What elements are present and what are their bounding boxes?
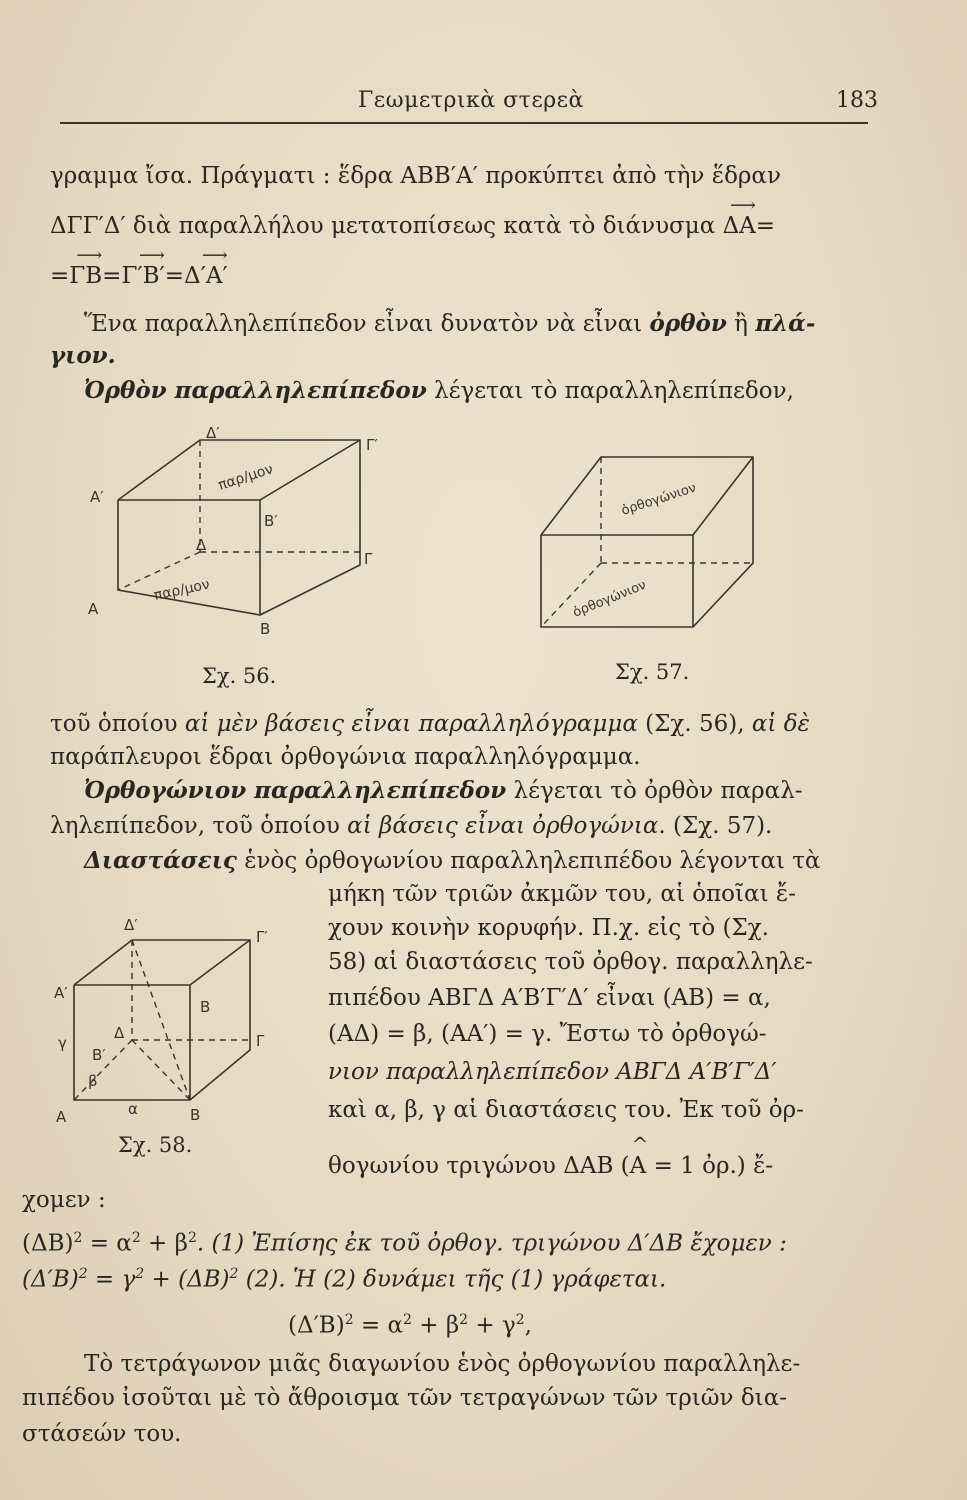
text-line-9 [84,777,803,805]
angle-a: ^ Α [630,1152,647,1180]
fig58-label-alpha: α [128,1100,138,1118]
eq1-part-b: = α [82,1230,132,1257]
fig56-label-d1: Δ′ [206,424,220,442]
text-line-10-c: . (Σχ. 57). [658,813,773,839]
eq3-part-b: = α [353,1312,404,1339]
fig57-outline [541,457,753,627]
vector-d1a1: ⟶ Δ′Α′ [184,262,228,290]
fig58-label-a1: Α′ [54,984,68,1002]
eq2-sup-1: 2 [78,1266,88,1282]
text-line-7-b: αἱ μὲν βάσεις εἶναι παραλληλόγραμμα [184,711,638,737]
fig57-hidden-left [541,563,601,627]
eq3-sup-3: 2 [459,1312,469,1328]
text-final-1: Τὸ τετράγωνον μιᾶς διαγωνίου ἑνὸς ὀρθογωνίου παραλληλε- [84,1351,801,1377]
figure-58-diagram [50,900,310,1125]
equals-1: = [102,263,122,289]
text-line-2-b: = [755,213,776,239]
vector-da: ⟶ ΔΑ [723,212,756,240]
eq2-sup-3: 2 [229,1266,239,1282]
fig56-label-g: Γ [364,550,373,568]
eq2-part-a: (Δ′Β) [22,1266,79,1293]
fig58-label-beta: β [88,1072,98,1090]
eq1-sup-1: 2 [73,1230,83,1246]
fig56-top-front-edges [118,440,360,500]
term-plagion: πλά- [755,310,816,337]
fig58-label-g: Γ [256,1032,265,1050]
text-line-10-a: ληλεπίπεδον, τοῦ ὁποίου [50,813,348,839]
text-line-5: γιον. [50,342,116,369]
text-line-3-a: = [50,263,70,289]
equals-2: = [164,263,185,289]
eq3-part-d: + γ [468,1312,516,1339]
text-line-7-d: αἱ δὲ [751,711,810,737]
term-orthon-parallelepiped: Ὀρθὸν παραλληλεπίπεδον [84,377,427,404]
text-line-7 [50,710,810,738]
fig58-label-d: Δ [114,1024,125,1042]
fig56-label-d: Δ [196,536,207,554]
fig58-label-gamma: γ [58,1034,67,1052]
header-rule [60,122,868,124]
eq3-part-c: + β [411,1312,460,1339]
text-line-11-b: ἑνὸς ὀρθογωνίου παραλληλεπιπέδου λέγονται τὰ [236,848,821,874]
eq2-part-c: + (ΔΒ) [144,1266,230,1293]
vector-g1b1: ⟶ Γ′Β′ [121,262,164,290]
text-line-6 [84,377,794,405]
text-line-14: 58) αἱ διαστάσεις τοῦ ὀρθογ. παραλληλε- [328,949,813,975]
eq1-part-c: + β [140,1230,188,1257]
fig58-label-g1: Γ′ [256,928,268,946]
eq1-part-a: (ΔΒ) [22,1230,74,1257]
text-line-4-c: ἢ [726,311,756,337]
fig56-label-a: Α [88,600,99,618]
text-line-2-a: ΔΓΓ′Δ′ διὰ παραλλήλου μετατοπίσεως κατὰ τὸ διάνυσμα [50,213,723,239]
text-line-17: νιον παραλληλεπίπεδον ΑΒΓΔ Α′Β′Γ′Δ′ [328,1059,777,1085]
text-line-2 [50,212,775,240]
text-line-18: καὶ α, β, γ αἱ διαστάσεις του. Ἐκ τοῦ ὀρ- [328,1097,804,1123]
eq3-part-e: , [524,1312,532,1339]
eq2-part-b: = γ [87,1266,136,1293]
text-line-1: γραμμα ἴσα. Πράγματι : ἕδρα ΑΒΒ′Α′ προκύπτει ἀπὸ τὴν ἕδραν [50,163,781,189]
fig56-label-g1: Γ′ [366,436,378,454]
page-number: 183 [836,88,878,113]
fig58-label-b2: Β′ [92,1046,106,1064]
text-line-12: μήκη τῶν τριῶν ἀκμῶν του, αἱ ὁποῖαι ἔ- [328,881,797,907]
text-line-20: χομεν : [22,1187,106,1213]
text-line-7-c: (Σχ. 56), [637,711,752,737]
eq3-part-a: (Δ′Β) [288,1312,345,1339]
text-line-7-a: τοῦ ὁποίου [50,711,185,737]
eq2-sup-2: 2 [135,1266,145,1282]
text-line-13: χουν κοινὴν κορυφήν. Π.χ. εἰς τὸ (Σχ. [328,915,769,941]
fig56-label-a1: Α′ [90,488,104,506]
fig56-label-face-bottom: παρ/μον [152,576,212,604]
fig58-top-front-edges [74,940,250,985]
eq1-sup-3: 2 [187,1230,197,1246]
equation-3 [288,1306,532,1340]
text-line-3 [50,262,228,290]
eq1-part-d: . (1) Ἐπίσης ἐκ τοῦ ὀρθογ. τριγώνου Δ′ΔΒ ἔχομεν : [196,1230,787,1257]
text-line-9-b: λέγεται τὸ ὀρθὸν παραλ- [506,778,803,804]
vector-gb: ⟶ ΓΒ [69,262,102,290]
text-line-19-a: θογωνίου τριγώνου ΔΑΒ ( [328,1153,630,1179]
term-orthogonion-parallelepiped: Ὀρθογώνιον παραλληλεπίπεδον [84,777,507,804]
fig58-label-b1: Β [200,998,211,1016]
fig58-label-b: Β [190,1106,201,1124]
fig56-label-b1: Β′ [264,512,278,530]
text-line-10 [50,812,772,840]
figure-57-diagram [525,445,765,645]
figure-56-caption: Σχ. 56. [202,664,277,688]
eq1-sup-2: 2 [131,1230,141,1246]
running-header-title: Γεωμετρικὰ στερεὰ [358,88,584,113]
eq3-sup-1: 2 [344,1312,354,1328]
text-line-8: παράπλευροι ἕδραι ὀρθογώνια παραλληλόγραμμα. [50,744,641,770]
text-line-10-b: αἱ βάσεις εἶναι ὀρθογώνια [347,813,659,839]
fig58-label-d1: Δ′ [124,916,138,934]
figure-58-caption: Σχ. 58. [118,1133,193,1157]
text-line-6-b: λέγεται τὸ παραλληλεπίπεδον, [426,378,794,404]
text-line-4 [84,310,815,338]
eq3-sup-4: 2 [515,1312,525,1328]
fig58-outline [74,940,250,1100]
text-line-11 [84,847,820,875]
eq3-sup-2: 2 [403,1312,412,1328]
fig57-label-face-top: ὀρθογώνιον [619,480,699,519]
text-line-19 [328,1152,773,1180]
fig58-base-diagonal [132,1040,190,1100]
text-final-3: στάσεών του. [22,1421,182,1447]
fig58-label-a: Α [56,1108,67,1125]
fig56-label-face-top: παρ/μον [216,461,276,494]
fig57-label-face-bottom: ὀρθογώνιον [570,577,649,621]
text-line-4-a: Ἕνα παραλληλεπίπεδον εἶναι δυνατὸν νὰ εἶναι [84,311,650,337]
eq2-part-d: (2). Ἡ (2) δυνάμει τῆς (1) γράφεται. [238,1266,667,1293]
text-final-2: πιπέδου ἰσοῦται μὲ τὸ ἄθροισμα τῶν τετραγώνων τῶν τριῶν δια- [22,1385,787,1411]
figure-57-caption: Σχ. 57. [615,660,690,684]
term-orthon: ὀρθὸν [649,310,727,337]
text-line-16: (ΑΔ) = β, (ΑΑ′) = γ. Ἔστω τὸ ὀρθογώ- [328,1021,767,1047]
text-line-15: πιπέδου ΑΒΓΔ Α′Β′Γ′Δ′ εἶναι (ΑΒ) = α, [328,985,771,1011]
equation-1 [22,1224,787,1258]
term-dimensions: Διαστάσεις [84,847,237,874]
equation-2 [22,1260,666,1294]
text-line-19-b: = 1 ὀρ.) ἔ- [646,1153,774,1179]
fig58-diagonal [132,940,190,1100]
fig56-label-b: Β [260,620,271,638]
figure-56-diagram [60,410,390,640]
